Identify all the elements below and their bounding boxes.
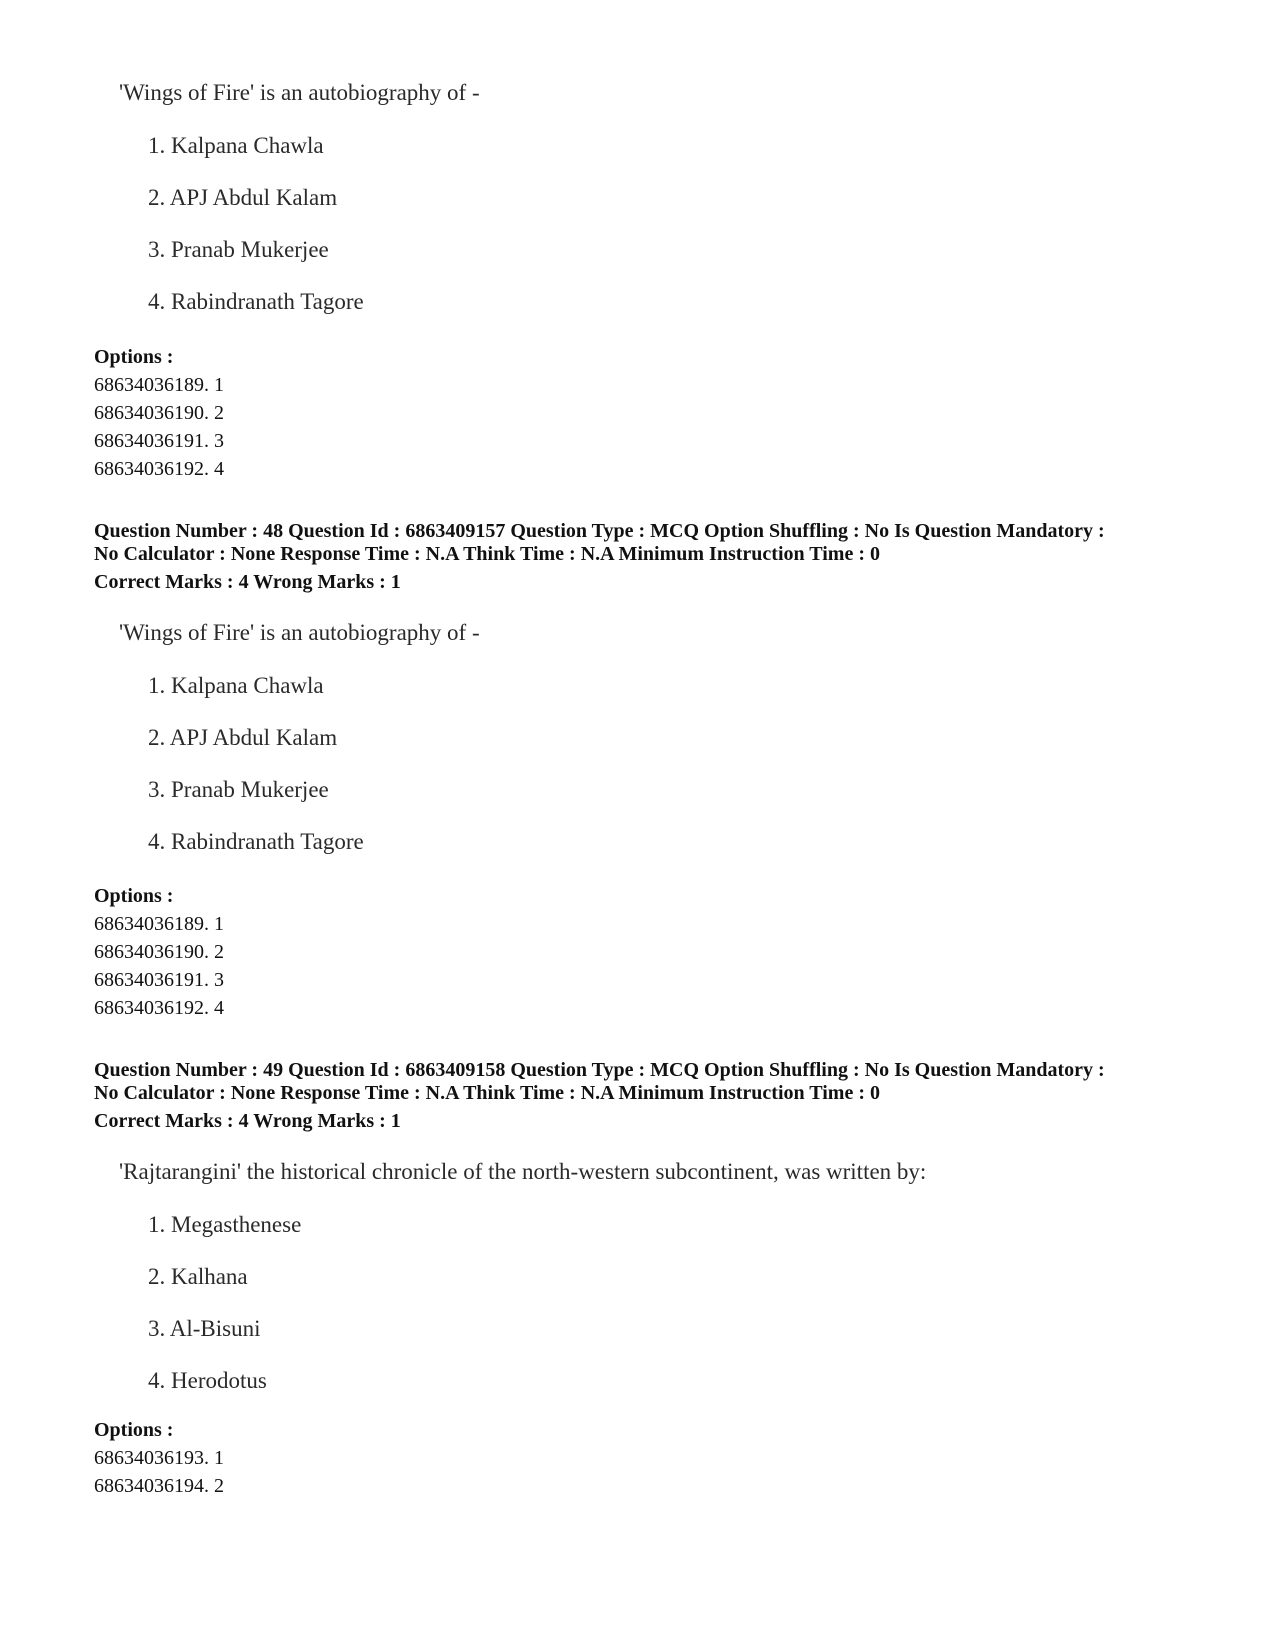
option-id-line: 68634036189. 1 [94, 913, 224, 935]
question-text: 'Wings of Fire' is an autobiography of - [119, 620, 480, 645]
options-title: Options : [94, 1419, 174, 1441]
choice-1: 1. Megasthenese [148, 1212, 302, 1237]
question-meta-line: No Calculator : None Response Time : N.A Think Time : N.A Minimum Instruction Time : 0 [94, 1082, 880, 1104]
marks-line: Correct Marks : 4 Wrong Marks : 1 [94, 571, 401, 593]
choice-3: 3. Pranab Mukerjee [148, 237, 329, 262]
choice-2: 2. APJ Abdul Kalam [148, 185, 338, 210]
option-id-line: 68634036189. 1 [94, 374, 224, 396]
question-text: 'Rajtarangini' the historical chronicle of the north-western subcontinent, was written by: [119, 1159, 927, 1184]
question-text: 'Wings of Fire' is an autobiography of - [119, 80, 480, 105]
option-id-line: 68634036190. 2 [94, 941, 224, 963]
option-id-line: 68634036194. 2 [94, 1475, 224, 1497]
choice-2: 2. Kalhana [148, 1264, 248, 1289]
choice-1: 1. Kalpana Chawla [148, 673, 324, 698]
question-meta-line: Question Number : 48 Question Id : 6863409157 Question Type : MCQ Option Shuffling : No Is Question Mandatory : [94, 520, 1105, 542]
choice-3: 3. Pranab Mukerjee [148, 777, 329, 802]
choice-4: 4. Rabindranath Tagore [148, 829, 364, 854]
question-meta-line: Question Number : 49 Question Id : 6863409158 Question Type : MCQ Option Shuffling : No Is Question Mandatory : [94, 1059, 1105, 1081]
option-id-line: 68634036191. 3 [94, 430, 224, 452]
option-id-line: 68634036190. 2 [94, 402, 224, 424]
question-meta-line: No Calculator : None Response Time : N.A Think Time : N.A Minimum Instruction Time : 0 [94, 543, 880, 565]
option-id-line: 68634036191. 3 [94, 969, 224, 991]
option-id-line: 68634036192. 4 [94, 458, 224, 480]
option-id-line: 68634036192. 4 [94, 997, 224, 1019]
marks-line: Correct Marks : 4 Wrong Marks : 1 [94, 1110, 401, 1132]
choice-2: 2. APJ Abdul Kalam [148, 725, 338, 750]
options-title: Options : [94, 346, 174, 368]
options-title: Options : [94, 885, 174, 907]
choice-4: 4. Herodotus [148, 1368, 267, 1393]
choice-3: 3. Al-Bisuni [148, 1316, 261, 1341]
option-id-line: 68634036193. 1 [94, 1447, 224, 1469]
choice-1: 1. Kalpana Chawla [148, 133, 324, 158]
choice-4: 4. Rabindranath Tagore [148, 289, 364, 314]
